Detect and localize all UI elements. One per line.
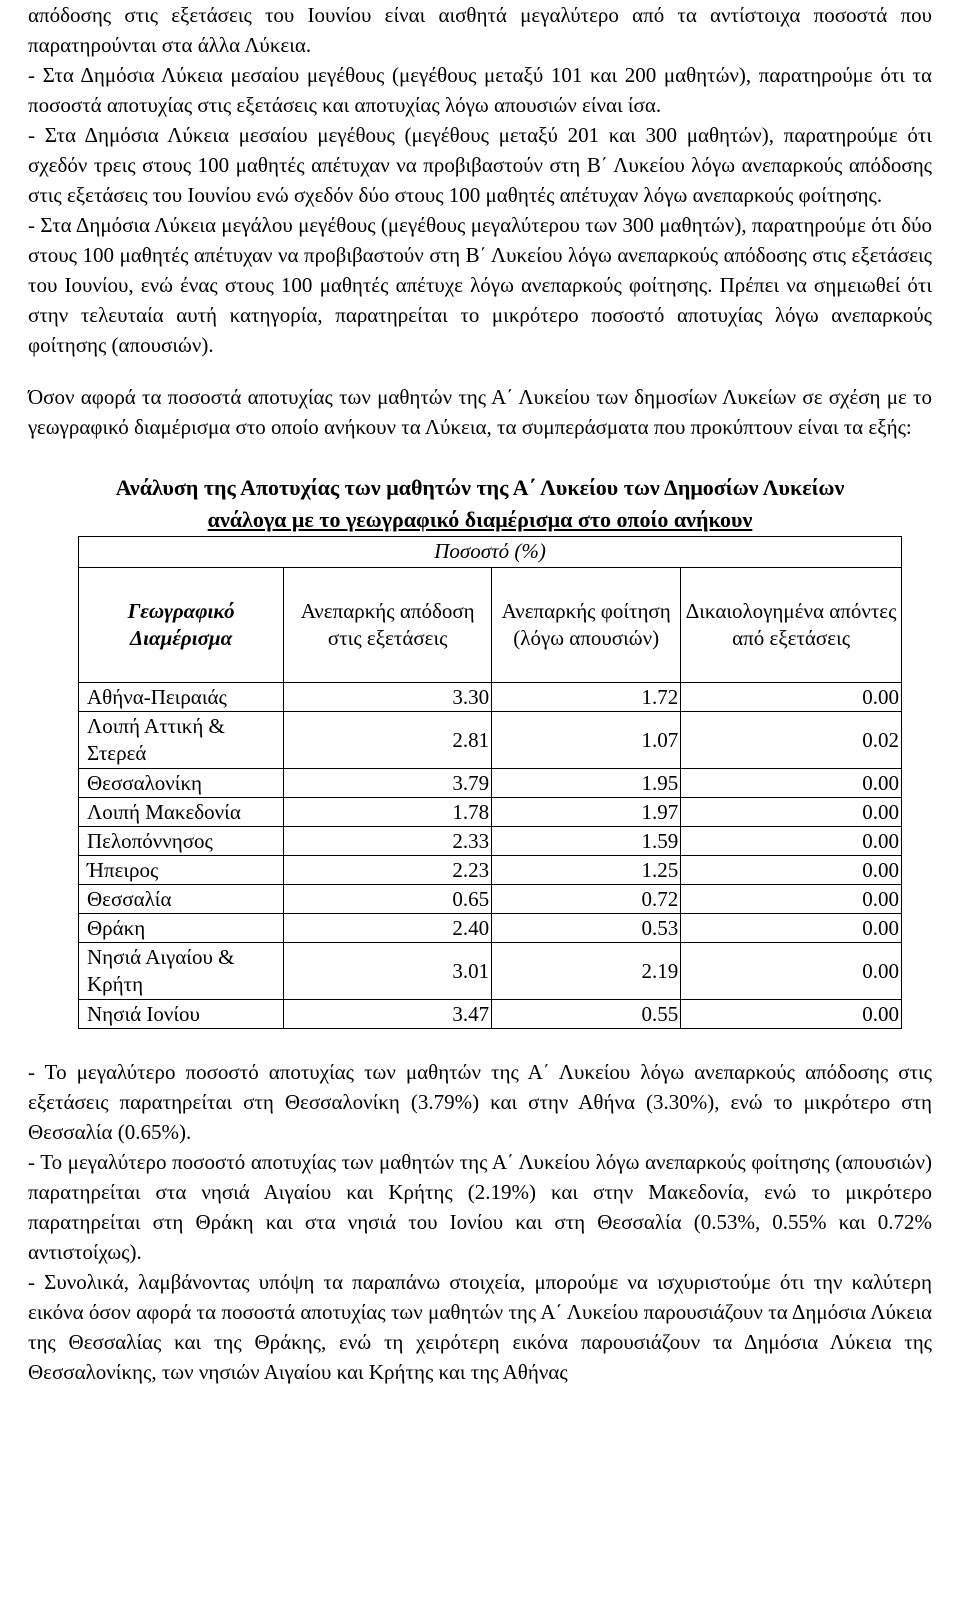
column-header-region: Γεωγραφικό Διαμέρισμα bbox=[79, 568, 284, 683]
cell-exams: 3.01 bbox=[284, 943, 492, 1000]
column-header-justified: Δικαιολογημένα απόντες από εξετάσεις bbox=[681, 568, 901, 683]
cell-attendance: 1.72 bbox=[492, 683, 681, 712]
paragraph-continued: απόδοσης στις εξετάσεις του Ιουνίου είναι αισθητά μεγαλύτερο από τα αντίστοιχα ποσοστά που παρατηρούνται στα άλλα Λύκεια. bbox=[28, 3, 932, 57]
cell-exams: 3.47 bbox=[284, 1000, 492, 1029]
cell-region: Θεσσαλονίκη bbox=[79, 769, 284, 798]
cell-attendance: 0.53 bbox=[492, 914, 681, 943]
cell-exams: 2.23 bbox=[284, 856, 492, 885]
table-row bbox=[79, 1000, 901, 1029]
cell-region: Θράκη bbox=[79, 914, 284, 943]
cell-justified: 0.00 bbox=[681, 827, 901, 856]
cell-exams: 1.78 bbox=[284, 798, 492, 827]
table-title-line1: Ανάλυση της Αποτυχίας των μαθητών της Α΄ Λυκείου των Δημοσίων Λυκείων bbox=[115, 475, 845, 500]
cell-attendance: 1.97 bbox=[492, 798, 681, 827]
paragraph-medium-201-300: - Στα Δημόσια Λύκεια μεσαίου μεγέθους (μεγέθους μεταξύ 201 και 300 μαθητών), παρατηρούμε ότι σχεδόν τρεις στους 100 μαθητές απέτυχαν να προβιβαστούν στη Β΄ Λυκείου λόγω ανεπαρκούς απόδοσης στις εξετάσεις του Ιουνίου ενώ σχεδόν δύο στους 100 μαθητές απέτυχαν λόγω ανεπαρκούς φοίτησης. bbox=[28, 123, 932, 207]
table-row bbox=[79, 856, 901, 885]
cell-exams: 2.81 bbox=[284, 712, 492, 769]
cell-justified: 0.00 bbox=[681, 683, 901, 712]
cell-justified: 0.00 bbox=[681, 769, 901, 798]
cell-attendance: 1.07 bbox=[492, 712, 681, 769]
paragraph-large-300plus: - Στα Δημόσια Λύκεια μεγάλου μεγέθους (μεγέθους μεγαλύτερου των 300 μαθητών), παρατηρούμε ότι δύο στους 100 μαθητές απέτυχαν να προβιβαστούν στη Β΄ Λυκείου λόγω ανεπαρκούς απόδοσης στις εξετάσεις του Ιουνίου, ενώ ένας στους 100 μαθητές απέτυχε λόγω ανεπαρκούς φοίτησης. Πρέπει να σημειωθεί ότι στην τελευταία αυτή κατηγορία, παρατηρείται το μικρότερο ποσοστό αποτυχίας λόγω ανεπαρκούς φοίτησης (απουσιών). bbox=[28, 213, 932, 357]
cell-justified: 0.00 bbox=[681, 798, 901, 827]
cell-justified: 0.00 bbox=[681, 885, 901, 914]
paragraph-exam-failure-summary: - Το μεγαλύτερο ποσοστό αποτυχίας των μαθητών της Α΄ Λυκείου λόγω ανεπαρκούς απόδοσης στις εξετάσεις παρατηρείται στη Θεσσαλονίκη (3.79%) και στην Αθήνα (3.30%), ενώ το μικρότερο στη Θεσσαλία (0.65%). bbox=[28, 1060, 932, 1144]
cell-region: Λοιπή Μακεδονία bbox=[79, 798, 284, 827]
cell-region: Νησιά Ιονίου bbox=[79, 1000, 284, 1029]
cell-attendance: 1.25 bbox=[492, 856, 681, 885]
table-row bbox=[79, 769, 901, 798]
paragraph-overall-conclusion: - Συνολικά, λαμβάνοντας υπόψη τα παραπάνω στοιχεία, μπορούμε να ισχυριστούμε ότι την καλύτερη εικόνα όσον αφορά τα ποσοστά αποτυχίας των μαθητών της Α΄ Λυκείου παρουσιάζουν τα Δημόσια Λύκεια της Θεσσαλίας και της Θράκης, ενώ τη χειρότερη εικόνα παρουσιάζουν τα Δημόσια Λύκεια της Θεσσαλονίκης, των νησιών Αιγαίου και Κρήτης και της Αθήνας bbox=[28, 1270, 932, 1384]
percent-header: Ποσοστό (%) bbox=[79, 537, 901, 568]
cell-justified: 0.00 bbox=[681, 943, 901, 1000]
cell-region: Νησιά Αιγαίου & Κρήτη bbox=[79, 943, 284, 1000]
intro-text-block bbox=[28, 382, 932, 442]
cell-exams: 3.30 bbox=[284, 683, 492, 712]
table-row bbox=[79, 827, 901, 856]
cell-attendance: 0.55 bbox=[492, 1000, 681, 1029]
cell-exams: 2.40 bbox=[284, 914, 492, 943]
paragraph-intro-regions: Όσον αφορά τα ποσοστά αποτυχίας των μαθητών της Α΄ Λυκείου των δημοσίων Λυκείων σε σχέση με το γεωγραφικό διαμέρισμα στο οποίο ανήκουν τα Λύκεια, τα συμπεράσματα που προκύπτουν είναι τα εξής: bbox=[28, 385, 932, 439]
paragraph-medium-101-200: - Στα Δημόσια Λύκεια μεσαίου μεγέθους (μεγέθους μεταξύ 101 και 200 μαθητών), παρατηρούμε ότι τα ποσοστά αποτυχίας στις εξετάσεις και αποτυχίας λόγω απουσιών είναι ίσα. bbox=[28, 63, 932, 117]
cell-region: Ήπειρος bbox=[79, 856, 284, 885]
table-row bbox=[79, 943, 901, 1000]
cell-justified: 0.00 bbox=[862, 1001, 899, 1026]
table-row bbox=[79, 683, 901, 712]
cell-exams: 3.79 bbox=[284, 769, 492, 798]
cell-justified: 0.00 bbox=[681, 914, 901, 943]
cell-justified: 0.02 bbox=[681, 712, 901, 769]
paragraph-attendance-failure-summary: - Το μεγαλύτερο ποσοστό αποτυχίας των μαθητών της Α΄ Λυκείου λόγω ανεπαρκούς φοίτησης (απουσιών) παρατηρείται στα νησιά Αιγαίου και Κρήτης (2.19%) και στην Μακεδονία, ενώ το μικρότερο παρατηρείται στη Θράκη και στα νησιά του Ιονίου και στη Θεσσαλία (0.53%, 0.55% και 0.72% αντιστοίχως). bbox=[28, 1150, 932, 1264]
bottom-text-block bbox=[28, 1057, 932, 1387]
cell-justified: 0.00 bbox=[681, 856, 901, 885]
table-header-row bbox=[79, 568, 901, 683]
table-row bbox=[79, 914, 901, 943]
cell-region: Πελοπόννησος bbox=[79, 827, 284, 856]
data-table bbox=[79, 568, 901, 1028]
table-title-line2: ανάλογα με το γεωγραφικό διαμέρισμα στο οποίο ανήκουν bbox=[207, 507, 753, 532]
cell-attendance: 1.59 bbox=[492, 827, 681, 856]
failure-by-region-table bbox=[78, 536, 902, 1029]
column-header-exams: Ανεπαρκής απόδοση στις εξετάσεις bbox=[284, 568, 492, 683]
cell-region: Αθήνα-Πειραιάς bbox=[79, 683, 284, 712]
cell-attendance: 1.95 bbox=[492, 769, 681, 798]
cell-region: Λοιπή Αττική & Στερεά bbox=[79, 712, 284, 769]
cell-attendance: 2.19 bbox=[492, 943, 681, 1000]
cell-exams: 0.65 bbox=[284, 885, 492, 914]
table-row bbox=[79, 712, 901, 769]
column-header-attendance: Ανεπαρκής φοίτηση (λόγω απουσιών) bbox=[492, 568, 681, 683]
table-row bbox=[79, 798, 901, 827]
cell-attendance: 0.72 bbox=[492, 885, 681, 914]
table-row bbox=[79, 885, 901, 914]
cell-exams: 2.33 bbox=[284, 827, 492, 856]
cell-region: Θεσσαλία bbox=[79, 885, 284, 914]
top-text-block bbox=[28, 0, 932, 360]
